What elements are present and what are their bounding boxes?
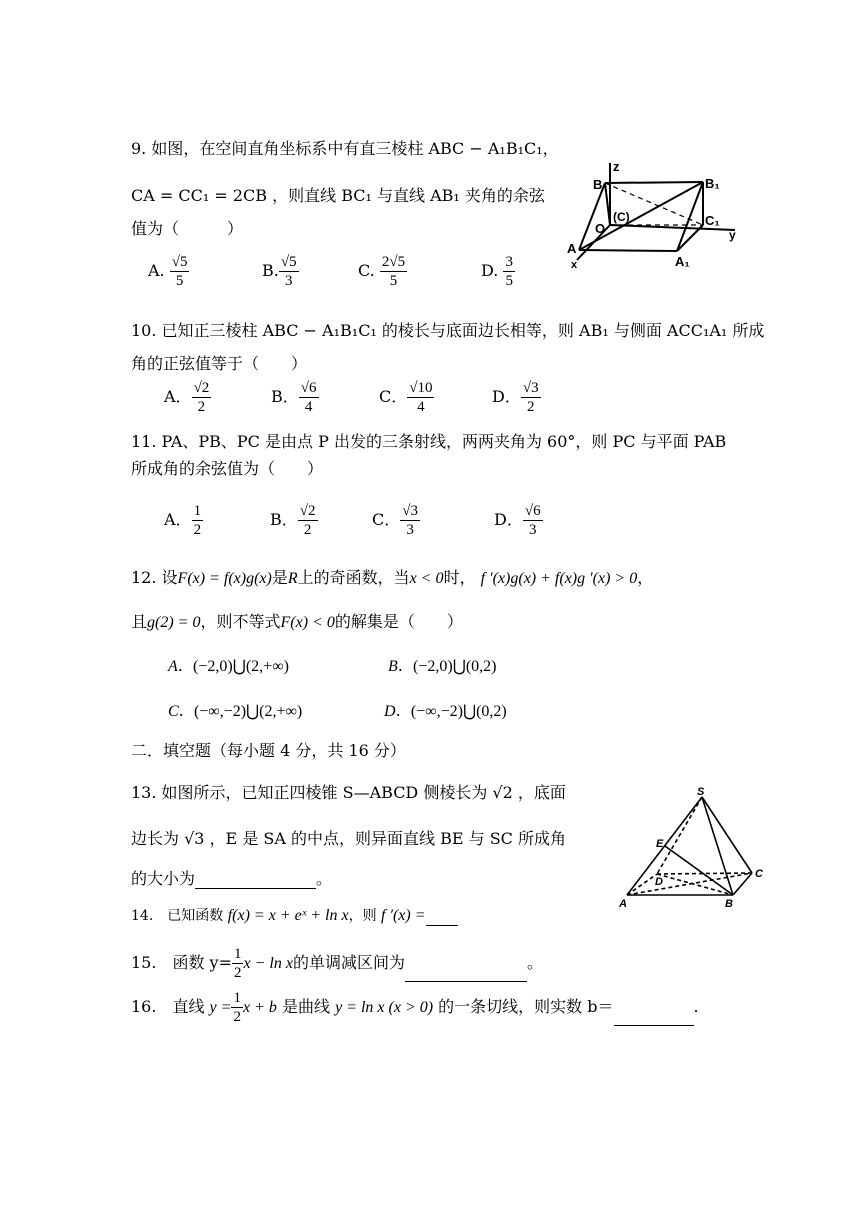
- q9-option-c: C. $\frac{2√5}{5}$: [358, 254, 406, 289]
- q16-line: 16. 直线 y = $\frac{1}{2}$ x + b 是曲线 y = ln x (x > 0) 的一条切线，则实数 b＝ .: [131, 990, 699, 1025]
- q16-answer-blank[interactable]: [614, 1011, 694, 1026]
- q9-prism-figure: [565, 155, 745, 270]
- q10-line1: 10. 已知正三棱柱 ABC − A₁B₁C₁ 的棱长与底面边长相等，则 AB₁ 与侧面 ACC₁A₁ 所成: [131, 321, 765, 340]
- q14-line: 14. 已知函数 f(x) = x + eˣ + ln x，则 f ′(x) =: [131, 906, 458, 926]
- q10-option-c: C． $\frac{√10}{4}$: [379, 380, 433, 415]
- label-a: A: [567, 241, 577, 256]
- q9-option-b: B. $\frac{√5}{3}$: [262, 254, 297, 289]
- section-heading-fill-in: 二．填空题（每小题 4 分，共 16 分）: [131, 741, 406, 760]
- label-c: C: [755, 868, 763, 880]
- q12-option-a: A. (−2,0)⋃(2,+∞): [168, 656, 289, 675]
- label-d: D: [655, 876, 663, 888]
- q13-line1: 13. 如图所示，已知正四棱锥 S—ABCD 侧棱长为 √2 ，底面: [131, 783, 566, 802]
- q15-line: 15. 函数 y= $\frac{1}{2}$ x − ln x的单调减区间为 。: [131, 946, 543, 981]
- label-x: x: [571, 259, 578, 270]
- q12-option-b: B. (−2,0)⋃(0,2): [388, 656, 497, 675]
- q10-option-d: D． $\frac{√3}{2}$: [492, 380, 539, 415]
- label-b: B: [725, 898, 733, 910]
- q11-option-a: A． $\frac{1}{2}$: [164, 503, 202, 538]
- q11-option-c: C． $\frac{√3}{3}$: [372, 503, 418, 538]
- q12-option-d: D. (−∞,−2)⋃(0,2): [384, 701, 507, 720]
- label-a: A: [619, 898, 627, 910]
- q12-line1: 12. 设F(x) = f(x)g(x)是R上的奇函数，当x < 0时， f ′(x)g(x) + f(x)g ′(x) > 0，: [131, 568, 654, 587]
- q10-option-b: B． $\frac{√6}{4}$: [271, 380, 317, 415]
- label-o: O: [595, 221, 606, 236]
- label-e: E: [656, 838, 664, 850]
- label-c1: C₁: [705, 213, 720, 228]
- label-y: y: [729, 228, 736, 242]
- q13-line2: 边长为 √3 ，E 是 SA 的中点，则异面直线 BE 与 SC 所成角: [131, 829, 566, 848]
- q9-option-a: A. $\frac{√5}{5}$: [148, 254, 188, 289]
- q10-option-a: A． $\frac{√2}{2}$: [164, 380, 210, 415]
- q13-line3: 的大小为 。: [131, 869, 333, 888]
- q9-option-d: D. $\frac{3}{5}$: [481, 254, 513, 289]
- q11-option-b: B． $\frac{√2}{2}$: [270, 503, 316, 538]
- q9-line1: 9. 如图，在空间直角坐标系中有直三棱柱 ABC − A₁B₁C₁，: [131, 139, 559, 158]
- q9-line2: CA = CC₁ = 2CB ，则直线 BC₁ 与直线 AB₁ 夹角的余弦: [131, 186, 545, 205]
- q9-line3: 值为（ ）: [131, 219, 244, 238]
- label-s: S: [697, 786, 705, 798]
- q11-option-d: D． $\frac{√6}{3}$: [494, 503, 541, 538]
- q13-answer-blank[interactable]: [195, 874, 316, 889]
- q11-line1: 11. PA、PB、PC 是由点 P 出发的三条射线，两两夹角为 60°，则 PC 与平面 PAB: [131, 432, 727, 451]
- label-c: (C): [613, 210, 630, 224]
- q15-answer-blank[interactable]: [405, 967, 527, 982]
- q11-line2: 所成角的余弦值为（ ）: [131, 459, 324, 478]
- label-a1: A₁: [675, 254, 690, 269]
- q14-answer-blank[interactable]: [426, 911, 458, 926]
- label-b: B: [593, 177, 603, 192]
- q10-line2: 角的正弦值等于（ ）: [131, 354, 308, 373]
- label-b1: B₁: [705, 176, 720, 191]
- q12-option-c: C. (−∞,−2)⋃(2,+∞): [168, 701, 303, 720]
- q12-line2: 且g(2) = 0，则不等式F(x) < 0的解集是（ ）: [131, 612, 463, 631]
- label-z: z: [613, 159, 620, 174]
- q13-pyramid-figure: [615, 785, 770, 910]
